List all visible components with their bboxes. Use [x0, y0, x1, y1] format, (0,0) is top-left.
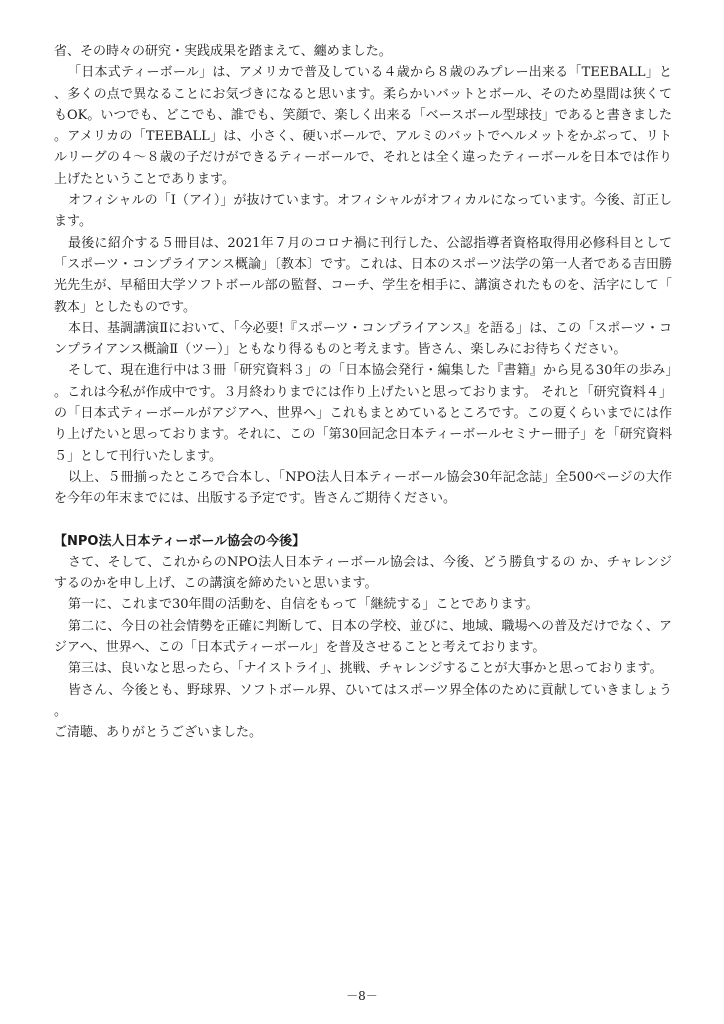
closing-line: ご清聴、ありがとうございました。: [54, 725, 263, 741]
document-page: [54, 41, 672, 744]
body-paragraph: 「日本式ティーボール」は、アメリカで普及している４歳から８歳のみプレー出来る「TEEBALL」と、多くの点で異なることにお気づきになると思います。柔らかいバットとボール、そのため塁間は狭くてもOK。いつでも、どこでも、誰でも、笑顔で、楽しく出来る「ベースボール型球技」であると書きました。アメリカの「TEEBALL」は、小さく、硬いボールで、アルミのバットでヘルメットをかぶって、リトルリーグの４～８歳の子だけができるティーボールで、それとは全く違ったティーボールを日本では作り上げたということであります。: [54, 65, 673, 187]
body-paragraph: そして、現在進行中は３冊「研究資料３」の「日本協会発行・編集した『書籍』から見る30年の歩み」。これは今私が作成中です。３月終わりまでには作り上げたいと思っております。 それと「研究資料４」の「日本式ティーボールがアジアへ、世界へ」これもまとめているところです。この夏くらいまでには作り上げたいと思っております。それに、この「第30回記念日本ティーボールセミナー冊子」を「研究資料５」として刊行いたします。: [54, 363, 672, 464]
section-paragraph: 第三は、良いなと思ったら、「ナイストライ」、挑戦、チャレンジすることが大事かと思っております。: [68, 661, 663, 677]
body-paragraph: 以上、５冊揃ったところで合本し、「NPO法人日本ティーボール協会30年記念誌」全500ページの大作を今年の年末までには、出版する予定です。皆さんご期待ください。: [54, 469, 672, 507]
body-paragraph: 最後に紹介する５冊目は、2021年７月のコロナ禍に刊行した、公認指導者資格取得用必修科目として「スポーツ・コンプライアンス概論」〔教本〕です。これは、日本のスポーツ法学の第一人者である吉田勝光先生が、早稲田大学ソフトボール部の監督、コーチ、学生を相手に、講演されたものを、活字にして「教本」としたものです。: [54, 235, 672, 315]
page-number: －8－: [346, 989, 378, 1003]
section-paragraph: 第二に、今日の社会情勢を正確に判断して、日本の学校、並びに、地域、職場への普及だけでなく、アジアへ、世界へ、この「日本式ティーボール」を普及させることと考えております。: [54, 618, 672, 656]
body-paragraph: オフィシャルの「I（アイ）」が抜けています。オフィシャルがオフィカルになっています。今後、訂正します。: [54, 193, 672, 230]
section-paragraph: 皆さん、今後とも、野球界、ソフトボール界、ひいてはスポーツ界全体のために貢献していきましょう。: [54, 682, 672, 719]
body-paragraph: 省、その時々の研究・実践成果を踏まえて、纏めました。: [54, 44, 392, 59]
section-spacer: [54, 510, 672, 531]
body-paragraph: 本日、基調講演Ⅱにおいて、「今必要!『スポーツ・コンプライアンス』を語る」は、この「スポーツ・コンプライアンス概論Ⅱ（ツー）」ともなり得るものと考えます。皆さん、楽しみにお待ちください。: [54, 320, 672, 358]
section-paragraph: 第一に、これまで30年間の活動を、自信をもって「継続する」ことであります。: [68, 597, 539, 613]
section-heading: 【NPO法人日本ティーボール協会の今後】: [54, 533, 306, 549]
section-paragraph: さて、そして、これからのNPO法人日本ティーボール協会は、今後、どう勝負するの か、チャレンジするのかを申し上げ、この講演を締めたいと思います。: [54, 554, 672, 592]
